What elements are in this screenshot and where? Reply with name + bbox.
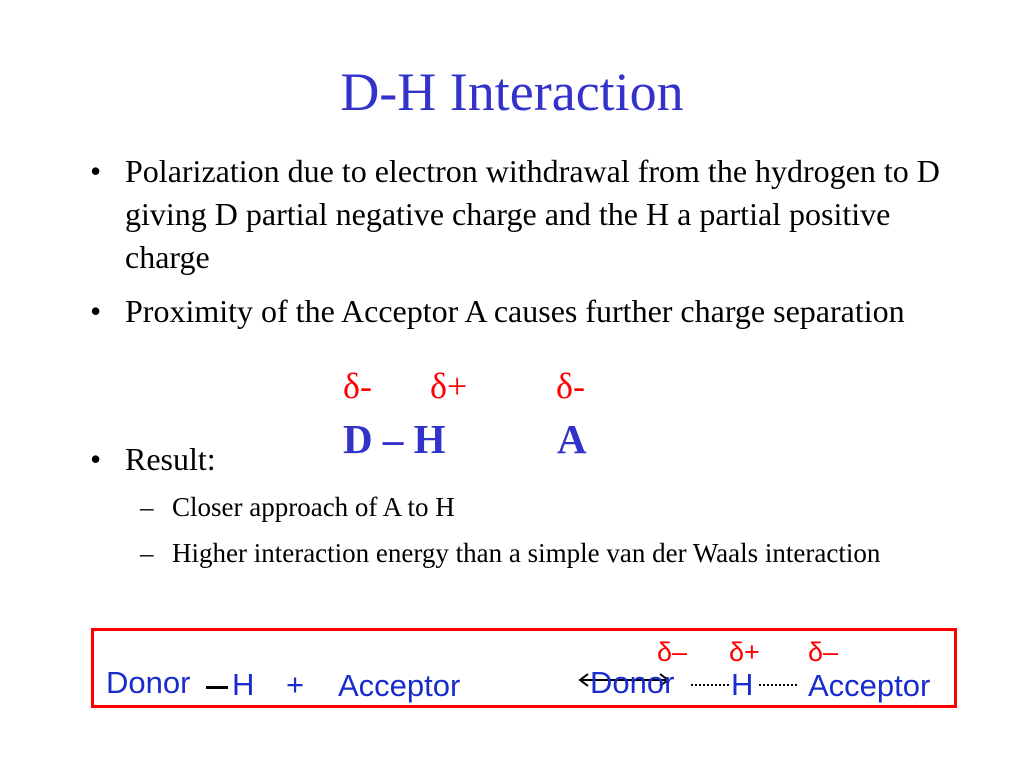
bullet-dot: • [90,441,102,477]
bullet-dot: • [90,153,102,189]
sub-bullet-dash: – [140,492,154,522]
charge-a: δ- [556,366,585,406]
sub-bullet-text: Higher interaction energy than a simple van der Waals interaction [172,538,881,568]
equation-dotted-bond [759,684,797,686]
equation-acceptor-left: Acceptor [338,668,461,703]
equation-h-left: H [232,667,255,702]
bullet-dot: • [90,293,102,329]
equation-bond-line [206,686,228,689]
slide-title: D-H Interaction [340,62,684,122]
equation-plus: + [286,667,305,702]
hydrogen-bond-equation-box [91,628,957,708]
bullet-text: Proximity of the Acceptor A causes further charge separation [125,293,905,329]
sub-bullet-dash: – [140,538,154,568]
molecule-acceptor: A [557,416,587,462]
molecule-donor-hydrogen: D – H [343,416,446,462]
charge-h: δ+ [430,366,468,406]
equation-dotted-bond [691,684,729,686]
equation-h-right: H [731,667,754,702]
equation-donor-right: Donor [590,665,675,700]
equation-charge-h: δ+ [729,637,760,667]
equation-charge-donor: δ– [657,637,688,667]
equation-donor-left: Donor [106,665,191,700]
sub-bullet-text: Closer approach of A to H [172,492,455,522]
bullet-text: Result: [125,441,216,477]
charge-d: δ- [343,366,372,406]
equation-charge-acceptor: δ– [808,637,839,667]
bullet-text: Polarization due to electron withdrawal from the hydrogen to D giving D partial negative charge and the H a partial positive charge [125,153,940,275]
equation-acceptor-right: Acceptor [808,668,931,703]
